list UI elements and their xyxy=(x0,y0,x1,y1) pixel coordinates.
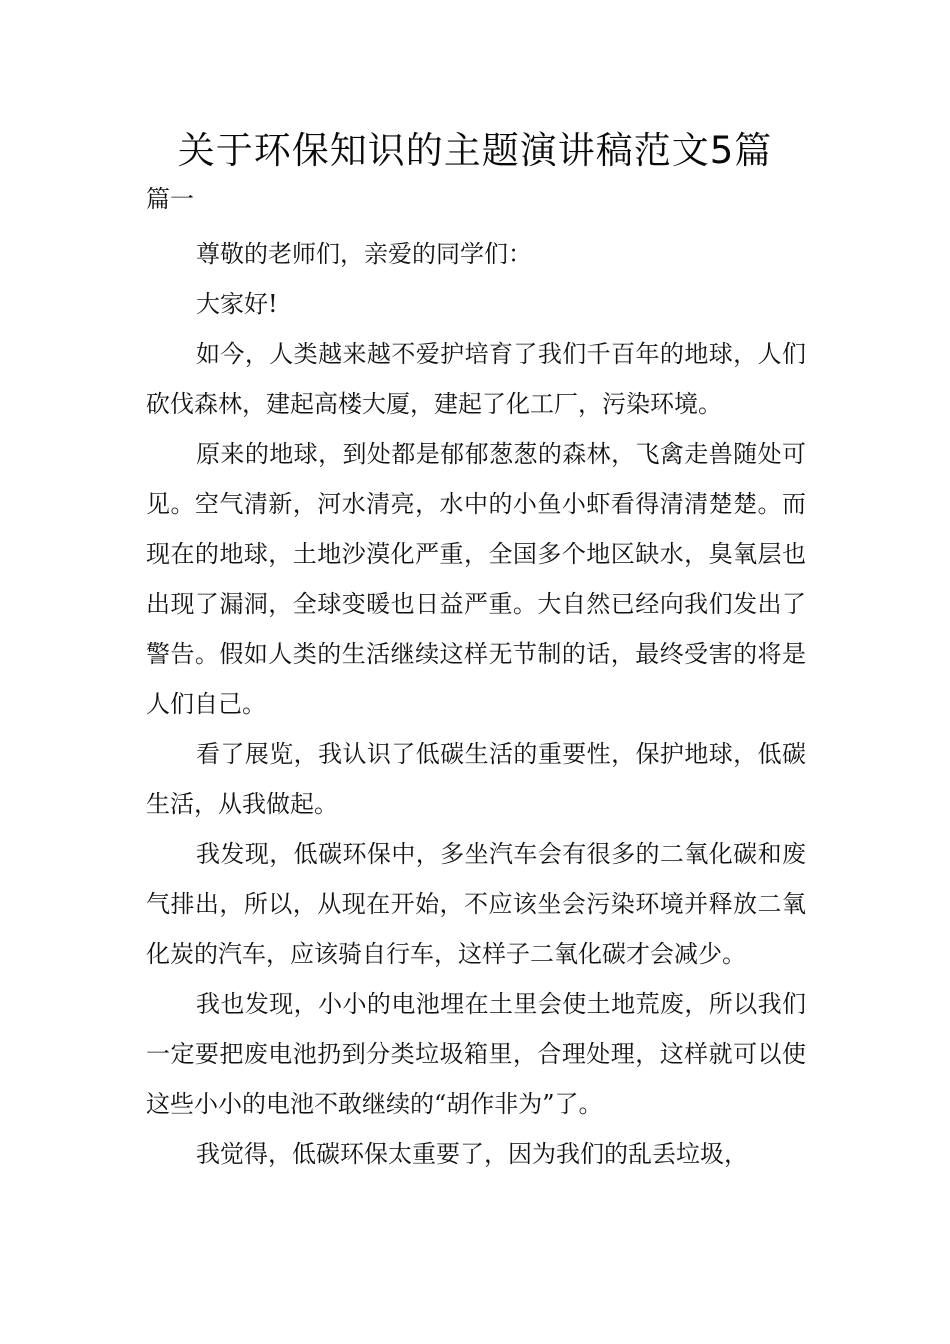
paragraph-hello: 大家好! xyxy=(196,290,278,318)
paragraph: 我发现，低碳环保中，多坐汽车会有很多的二氧化碳和废气排出，所以，从现在开始，不应该坐会污染环境并释放二氧化炭的汽车，应该骑自行车，这样子二氧化碳才会减少。 xyxy=(146,840,806,968)
paragraph: 我也发现，小小的电池埋在土里会使土地荒废，所以我们一定要把废电池扔到分类垃圾箱里，合理处理，这样就可以使这些小小的电池不敢继续的“胡作非为”了。 xyxy=(146,990,806,1118)
paragraph: 原来的地球，到处都是郁郁葱葱的森林，飞禽走兽随处可见。空气清新，河水清亮，水中的小鱼小虾看得清清楚楚。而现在的地球，土地沙漠化严重，全国多个地区缺水，臭氧层也出现了漏洞，全球变暖也日益严重。大自然已经向我们发出了警告。假如人类的生活继续这样无节制的话，最终受害的将是人们自己。 xyxy=(146,440,806,718)
document-body xyxy=(146,229,806,1179)
paragraph-greeting: 尊敬的老师们，亲爱的同学们： xyxy=(196,240,532,268)
document-title: 关于环保知识的主题演讲稿范文5篇 xyxy=(177,129,773,172)
paragraph: 我觉得，低碳环保太重要了，因为我们的乱丢垃圾， xyxy=(196,1140,748,1168)
section-label: 篇一 xyxy=(146,185,194,213)
paragraph: 看了展览，我认识了低碳生活的重要性，保护地球，低碳生活，从我做起。 xyxy=(146,740,806,818)
paragraph: 如今，人类越来越不爱护培育了我们千百年的地球，人们砍伐森林，建起高楼大厦，建起了化工厂，污染环境。 xyxy=(146,340,806,418)
